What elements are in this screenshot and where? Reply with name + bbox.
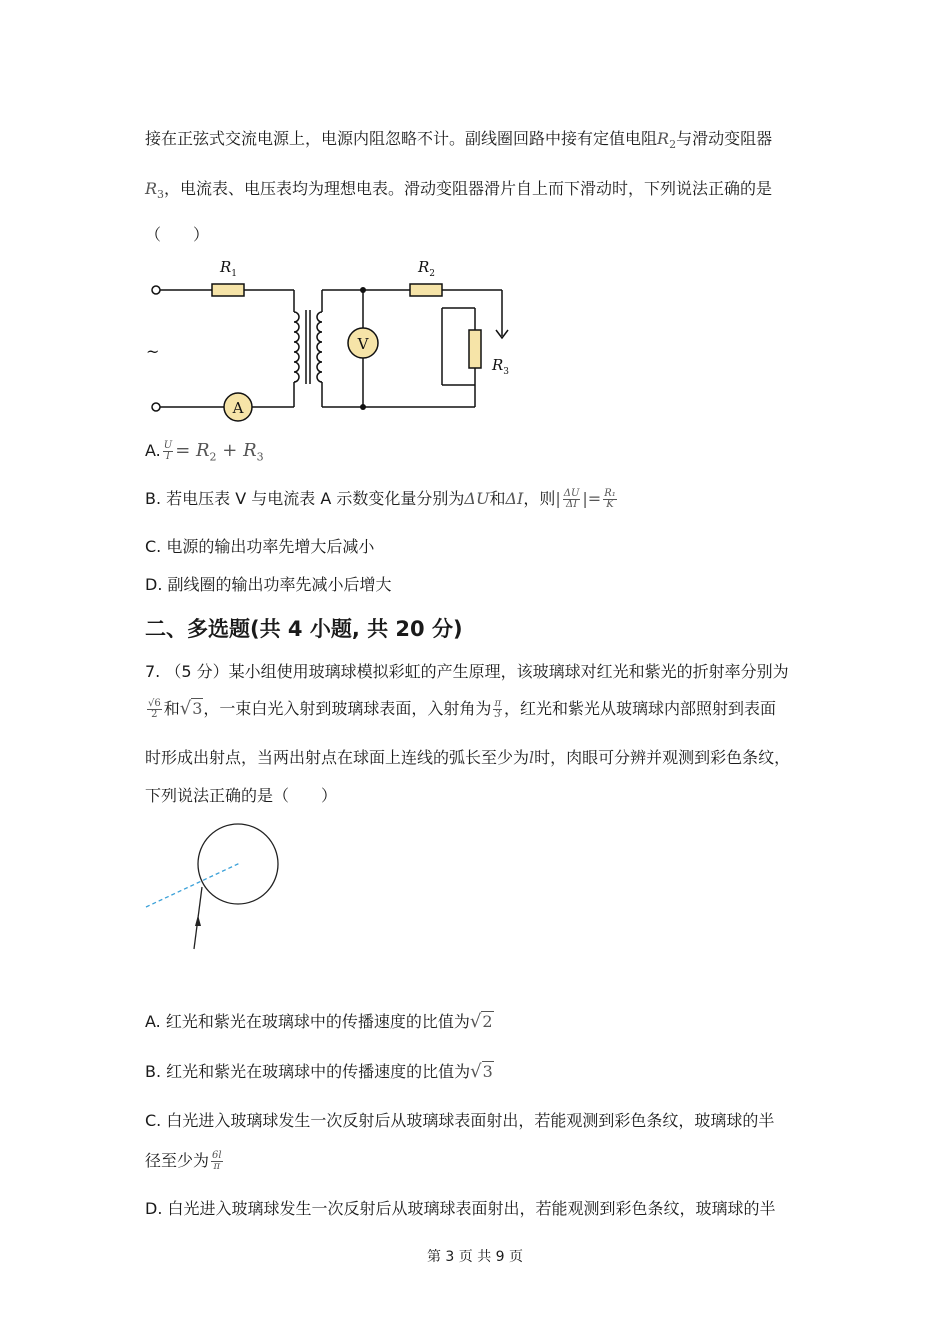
q7-stem-line3: 时形成出射点，当两出射点在球面上连线的弧长至少为l时，肉眼可分辨并观测到彩色条纹， (145, 748, 791, 767)
q7-stem-line2: $\frac{√6}{2}$ 和√3，一束白光入射到玻璃球表面，入射角为 $\frac{\pi}{3}$ ，红光和紫光从玻璃球内部照射到表面 (148, 698, 777, 720)
q7-option-c-line2: 径至少为 $\frac{6l}{\pi}$ (145, 1150, 222, 1172)
q7-option-a: A. 红光和紫光在玻璃球中的传播速度的比值为√2 (145, 1011, 493, 1032)
q7-stem-line4: 下列说法正确的是（ ） (145, 786, 338, 805)
ac-source-symbol: ~ (146, 342, 160, 361)
q6-answer-paren: （ ） (145, 225, 210, 244)
section-title: 二、多选题(共 4 小题, 共 20 分) (145, 617, 463, 641)
ammeter-label: A (232, 399, 244, 417)
q7-option-c-line1: C. 白光进入玻璃球发生一次反射后从玻璃球表面射出，若能观测到彩色条纹，玻璃球的半 (145, 1111, 775, 1130)
label-r1: $R_1$ (220, 258, 238, 279)
normal-dashed-line (146, 863, 240, 907)
q7-option-b: B. 红光和紫光在玻璃球中的传播速度的比值为√3 (145, 1061, 493, 1082)
resistor-r3 (469, 330, 481, 368)
q6-option-c: C. 电源的输出功率先增大后减小 (145, 537, 375, 556)
label-r2: $R_2$ (418, 258, 436, 279)
resistor-r2 (410, 284, 442, 296)
q6-option-a: A. $\frac{U}{I}$ = $R_2 + R_3$ (145, 440, 264, 464)
resistor-r1 (212, 284, 244, 296)
label-r3: $R_3$ (492, 356, 510, 377)
page-footer: 第 3 页 共 9 页 (426, 1249, 524, 1265)
q6-stem-line1: 接在正弦式交流电源上，电源内阻忽略不计。副线圈回路中接有定值电阻$R_2$与滑动变阻器 (145, 129, 773, 152)
q7-option-d-line1: D. 白光进入玻璃球发生一次反射后从玻璃球表面射出，若能观测到彩色条纹，玻璃球的半 (145, 1199, 776, 1218)
ray-arrowhead (195, 915, 201, 926)
q6-option-b: B. 若电压表 V 与电流表 A 示数变化量分别为ΔU和ΔI，则| $\frac{\Delta U}{\Delta I}$ |= $\frac{\text{R₁}}{K}$ (145, 488, 616, 510)
voltmeter-label: V (357, 335, 369, 353)
q6-option-d: D. 副线圈的输出功率先减小后增大 (145, 575, 392, 594)
q7-stem-line1: 7. （5 分）某小组使用玻璃球模拟彩虹的产生原理，该玻璃球对红光和紫光的折射率分别为 (145, 662, 789, 681)
circuit-diagram (140, 250, 520, 430)
q6-stem-line2: $R_3$，电流表、电压表均为理想电表。滑动变阻器滑片自上而下滑动时，下列说法正确的是 (145, 179, 773, 202)
glass-sphere-diagram (140, 815, 300, 960)
